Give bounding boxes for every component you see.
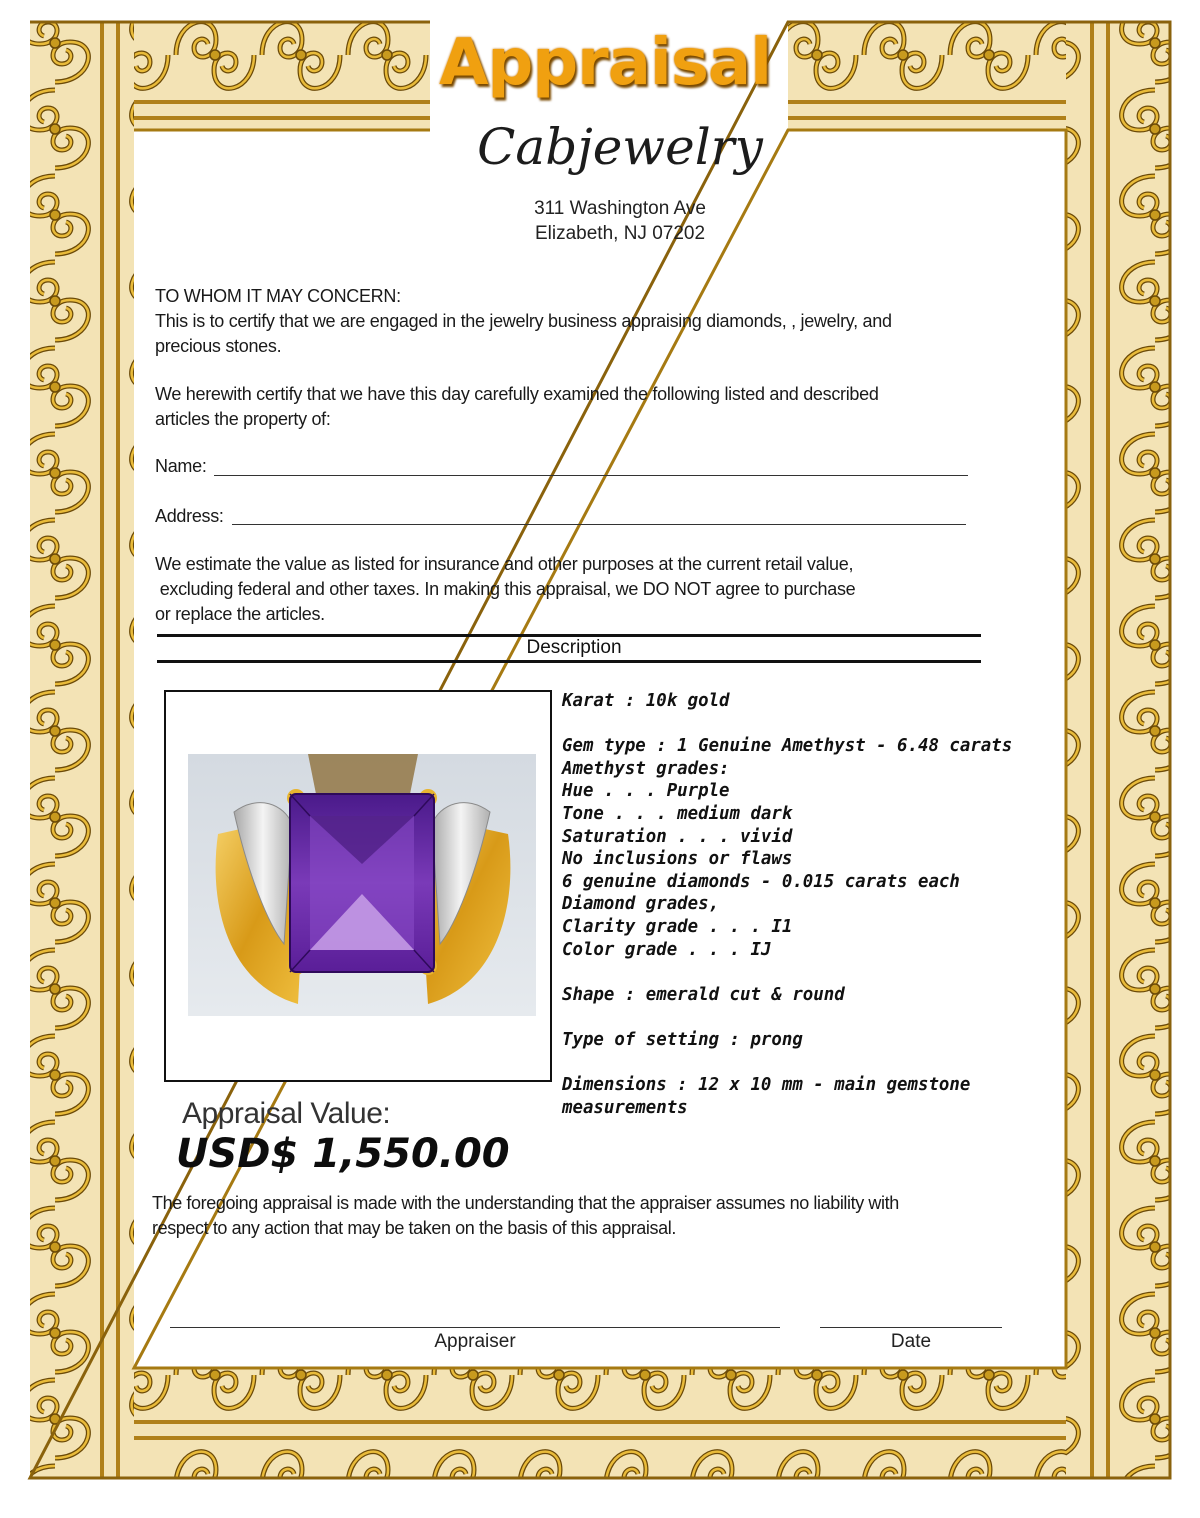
gemstone-specifications xyxy=(562,690,1062,1119)
examine-line-2: articles the property of: xyxy=(155,409,331,429)
disclaimer-line-2: respect to any action that may be taken on the basis of this appraisal. xyxy=(152,1218,676,1238)
spec-line: Shape : emerald cut & round xyxy=(562,984,845,1005)
company-address xyxy=(440,196,800,246)
spec-line: Clarity grade . . . I1 xyxy=(562,916,793,937)
salutation: TO WHOM IT MAY CONCERN: xyxy=(155,286,401,306)
estimate-line-1: We estimate the value as listed for insurance and other purposes at the current retail value, xyxy=(155,554,854,574)
description-rule-bottom xyxy=(157,660,981,663)
description-heading: Description xyxy=(526,637,622,658)
name-field-line[interactable] xyxy=(214,475,968,476)
liability-disclaimer xyxy=(152,1191,1012,1241)
disclaimer-line-1: The foregoing appraisal is made with the understanding that the appraiser assumes no liability with xyxy=(152,1193,899,1213)
spec-line: Hue . . . Purple xyxy=(562,781,730,802)
date-signature-line[interactable] xyxy=(820,1327,1002,1328)
address-field-label: Address: xyxy=(155,506,224,526)
date-label: Date xyxy=(890,1331,932,1352)
certify-line-1: This is to certify that we are engaged in the jewelry business appraising diamonds, , jewelry, and xyxy=(155,311,892,331)
address-line-2: Elizabeth, NJ 07202 xyxy=(534,223,706,244)
spec-line: Saturation . . . vivid xyxy=(562,826,793,847)
spec-line: measurements xyxy=(562,1097,688,1118)
spec-line: Dimensions : 12 x 10 mm - main gemstone xyxy=(562,1075,971,1096)
name-field-label: Name: xyxy=(155,456,207,476)
intro-paragraph xyxy=(155,284,892,359)
examine-line-1: We herewith certify that we have this day carefully examined the following listed and described xyxy=(155,384,879,404)
examine-paragraph xyxy=(155,382,879,432)
spec-line: Color grade . . . IJ xyxy=(562,939,772,960)
spec-line: Tone . . . medium dark xyxy=(562,803,793,824)
spec-line: Type of setting : prong xyxy=(562,1029,803,1050)
spec-line: Diamond grades, xyxy=(562,894,720,915)
appraiser-label: Appraiser xyxy=(434,1331,516,1352)
ring-photo-frame xyxy=(164,690,552,1082)
company-name: Cabjewelry xyxy=(477,118,763,176)
estimate-line-3: or replace the articles. xyxy=(155,604,325,624)
appraisal-value-label: Appraisal Value: xyxy=(182,1097,391,1130)
appraisal-value-amount: USD$ 1,550.00 xyxy=(176,1131,510,1177)
spec-line: Gem type : 1 Genuine Amethyst - 6.48 carats xyxy=(562,736,1013,757)
address-field-line[interactable] xyxy=(232,524,966,525)
address-line-1: 311 Washington Ave xyxy=(534,198,706,219)
estimate-line-2: excluding federal and other taxes. In making this appraisal, we DO NOT agree to purchase xyxy=(155,579,856,599)
spec-line: Amethyst grades: xyxy=(562,758,730,779)
appraiser-signature-line[interactable] xyxy=(170,1327,780,1328)
document-title: Appraisal xyxy=(438,26,772,100)
spec-line xyxy=(562,1052,1062,1075)
spec-line: Karat : 10k gold xyxy=(562,691,730,711)
spec-line xyxy=(562,713,1062,736)
certify-line-2: precious stones. xyxy=(155,336,282,356)
spec-line xyxy=(562,1006,1062,1029)
spec-line xyxy=(562,961,1062,984)
amethyst-ring-image xyxy=(188,754,536,1016)
spec-line: 6 genuine diamonds - 0.015 carats each xyxy=(562,871,960,892)
estimate-paragraph xyxy=(155,552,855,627)
spec-line: No inclusions or flaws xyxy=(562,849,793,870)
